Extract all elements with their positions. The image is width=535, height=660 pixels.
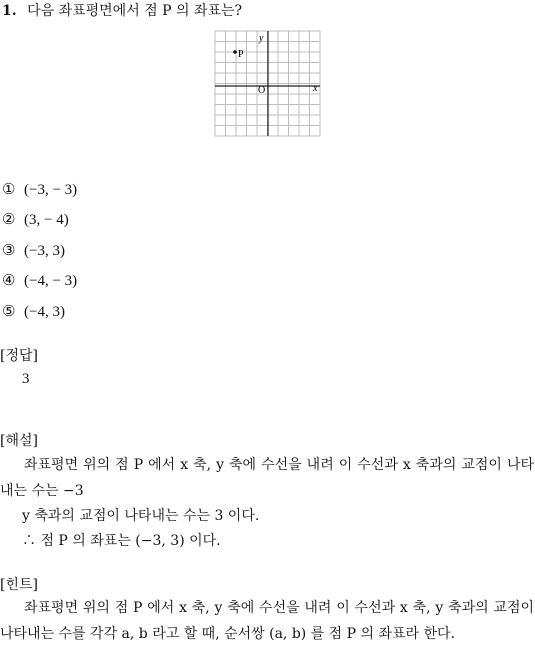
choice-5[interactable] [2,302,65,321]
explanation-heading: [해설] [0,433,38,449]
hint-text: 좌표평면 위의 점 P 에서 x 축, y 축에 수선을 내려 이 수선과 x 축, y 축과의 교점이 나타내는 수를 각각 a, b 라고 할 때, 순서쌍 (a, b) 를 점 P 의 좌표라 한다. [0,600,534,642]
choice-4[interactable] [2,271,77,290]
origin-label: O [258,85,266,96]
choice-3-text: (−3, 3) [24,243,65,259]
choice-5-number: ⑤ [2,302,16,320]
y-axis-label: y [259,33,264,44]
explanation-line-1: 좌표평면 위의 점 P 에서 x 축, y 축에 수선을 내려 이 수선과 x 축과의 교점이 나타내는 수는 −3 [0,457,534,499]
point-p-marker [233,50,237,54]
hint-heading: [힌트] [0,577,38,593]
x-axis-label: x [313,83,318,94]
coordinate-plane-figure [214,30,322,138]
choice-3-number: ③ [2,241,16,259]
choice-4-text: (−4, − 3) [24,273,78,289]
question [2,0,242,20]
choice-1-number: ① [2,180,16,198]
choice-3[interactable] [2,241,65,260]
question-number: 1. [2,3,17,19]
choice-2-text: (3, − 4) [24,212,69,228]
explanation-line-2: y 축과의 교점이 나타내는 수는 3 이다. [22,508,260,524]
choice-2[interactable] [2,210,69,229]
question-text: 다음 좌표평면에서 점 P 의 좌표는? [27,3,243,19]
choice-2-number: ② [2,210,16,228]
choice-1[interactable] [2,180,77,199]
choice-4-number: ④ [2,271,16,289]
answer-value: 3 [22,371,30,387]
answer-heading: [정답] [0,348,38,364]
explanation-line-3: ∴ 점 P 의 좌표는 (−3, 3) 이다. [22,533,221,549]
choice-5-text: (−4, 3) [24,304,65,320]
point-p-label: P [238,49,244,60]
choice-1-text: (−3, − 3) [24,182,78,198]
